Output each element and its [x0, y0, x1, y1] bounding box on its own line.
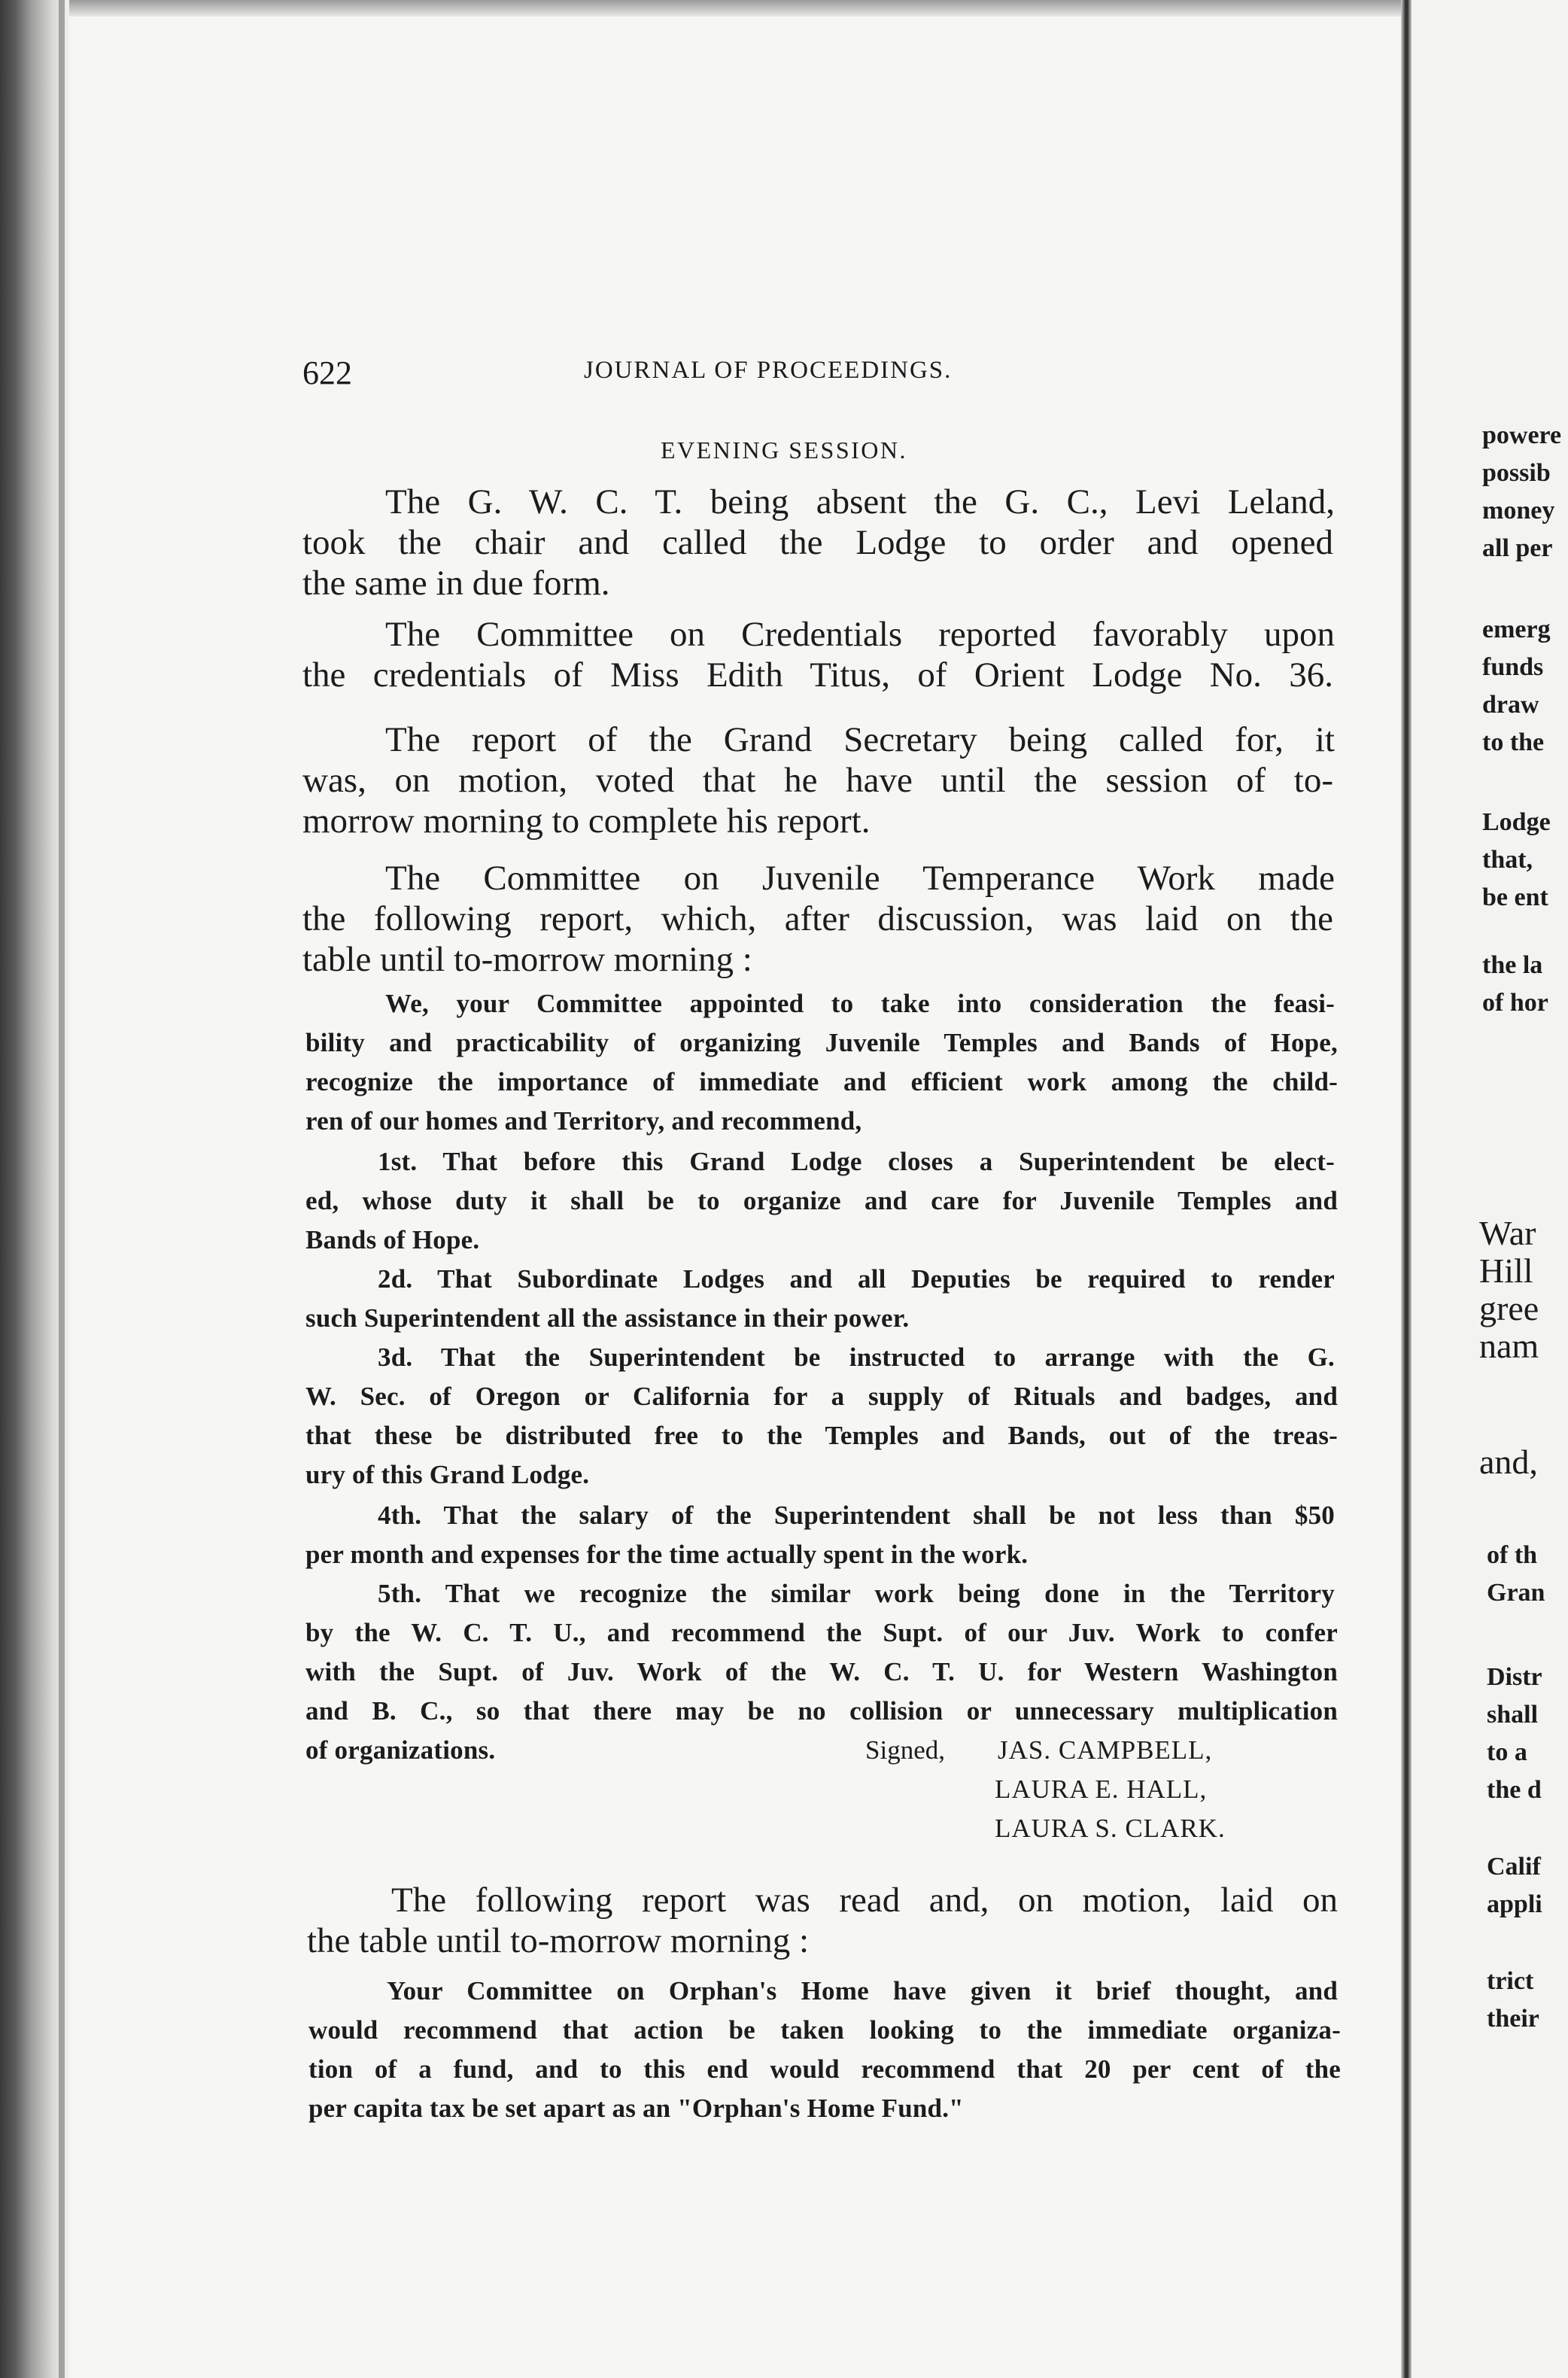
facing-fragment: to a — [1487, 1738, 1527, 1766]
report-line: 5th. That we recognize the similar work being done in the Territory — [378, 1579, 1335, 1608]
facing-fragment: the la — [1482, 951, 1543, 979]
report-line: Bands of Hope. — [305, 1225, 480, 1254]
report-line: 1st. That before this Grand Lodge closes a Superintendent be elect- — [378, 1147, 1335, 1176]
report-line: such Superintendent all the assistance in their power. — [305, 1303, 910, 1333]
signatory: LAURA E. HALL, — [995, 1774, 1208, 1804]
paragraph-line: took the chair and called the Lodge to order and opened — [302, 523, 1333, 562]
report-line: Your Committee on Orphan's Home have given it brief thought, and — [387, 1976, 1338, 2005]
page-number: 622 — [302, 354, 352, 391]
facing-fragment: Gran — [1487, 1579, 1545, 1607]
report-line: We, your Committee appointed to take into consideration the feasi- — [385, 989, 1335, 1018]
report-line: 2d. That Subordinate Lodges and all Deputies be required to render — [378, 1264, 1335, 1294]
report-line: by the W. C. T. U., and recommend the Supt. of our Juv. Work to confer — [305, 1618, 1338, 1647]
report-line: per month and expenses for the time actually spent in the work. — [305, 1540, 1029, 1569]
facing-fragment: of hor — [1482, 989, 1548, 1017]
facing-fragment: Lodge — [1482, 808, 1551, 836]
facing-fragment: powere — [1482, 421, 1562, 449]
report-line: 3d. That the Superintendent be instructed to arrange with the G. — [378, 1343, 1335, 1372]
paragraph-line: the following report, which, after discussion, was laid on the — [302, 899, 1333, 938]
paragraph-line: The Committee on Juvenile Temperance Work made — [385, 859, 1335, 898]
paragraph-line: The Committee on Credentials reported favorably upon — [385, 615, 1335, 654]
facing-fragment: of th — [1487, 1541, 1538, 1569]
report-line: that these be distributed free to the Temples and Bands, out of the treas- — [305, 1421, 1338, 1450]
paragraph-line: table until to-morrow morning : — [302, 940, 752, 979]
facing-fragment: funds — [1482, 653, 1544, 681]
paragraph-line: the table until to-morrow morning : — [307, 1921, 810, 1960]
facing-fragment: emerg — [1482, 616, 1551, 643]
facing-fragment: shall — [1487, 1701, 1539, 1729]
page-top-edge — [69, 0, 1408, 17]
facing-fragment: Distr — [1487, 1663, 1542, 1691]
report-line: and B. C., so that there may be no collision or unnecessary multiplication — [305, 1696, 1338, 1726]
running-title: JOURNAL OF PROCEEDINGS. — [584, 357, 953, 384]
facing-fragment: to the — [1482, 728, 1545, 756]
report-line: would recommend that action be taken looking to the immediate organiza- — [308, 2015, 1341, 2045]
paragraph-line: The G. W. C. T. being absent the G. C., Levi Leland, — [385, 482, 1335, 522]
report-line: ury of this Grand Lodge. — [305, 1460, 590, 1489]
report-line: tion of a fund, and to this end would recommend that 20 per cent of the — [308, 2054, 1341, 2084]
report-line: of organizations. — [305, 1735, 496, 1765]
report-line: bility and practicability of organizing Juvenile Temples and Bands of Hope, — [305, 1028, 1338, 1057]
paragraph-line: the credentials of Miss Edith Titus, of Orient Lodge No. 36. — [302, 655, 1333, 695]
paragraph-line: morrow morning to complete his report. — [302, 801, 871, 841]
session-heading: EVENING SESSION. — [661, 436, 907, 464]
facing-fragment: draw — [1482, 691, 1539, 719]
facing-page — [1412, 0, 1568, 2378]
signatory: JAS. CAMPBELL, — [998, 1735, 1213, 1765]
paragraph-line: was, on motion, voted that he have until the session of to- — [302, 761, 1333, 800]
facing-fragment: all per — [1482, 534, 1553, 562]
report-line: 4th. That the salary of the Superintendent shall be not less than $50 — [378, 1501, 1335, 1530]
facing-fragment: trict — [1487, 1967, 1534, 1995]
facing-fragment-large: and, — [1479, 1443, 1538, 1481]
facing-fragment-large: gree — [1479, 1289, 1539, 1327]
facing-fragment: that, — [1482, 846, 1533, 874]
paragraph-line: The following report was read and, on motion, laid on — [391, 1881, 1338, 1920]
report-line: ren of our homes and Territory, and recommend, — [305, 1106, 862, 1136]
paragraph-line: the same in due form. — [302, 564, 610, 603]
report-line: recognize the importance of immediate and efficient work among the child- — [305, 1067, 1338, 1096]
facing-fragment: Calif — [1487, 1853, 1541, 1881]
report-line: per capita tax be set apart as an "Orphan's Home Fund." — [308, 2094, 964, 2123]
facing-fragment-large: nam — [1479, 1327, 1539, 1365]
facing-fragment-large: Hill — [1479, 1251, 1533, 1290]
report-line: with the Supt. of Juv. Work of the W. C. T. U. for Western Washington — [305, 1657, 1338, 1686]
book-gutter — [1401, 0, 1412, 2378]
facing-fragment-large: War — [1479, 1214, 1536, 1252]
paragraph-line: The report of the Grand Secretary being called for, it — [385, 720, 1335, 759]
facing-fragment: money — [1482, 497, 1555, 525]
facing-fragment: possib — [1482, 459, 1551, 487]
report-line: W. Sec. of Oregon or California for a supply of Rituals and badges, and — [305, 1382, 1338, 1411]
facing-fragment: their — [1487, 2005, 1539, 2033]
facing-fragment: the d — [1487, 1776, 1542, 1804]
facing-fragment: appli — [1487, 1890, 1542, 1918]
signatory: LAURA S. CLARK. — [995, 1814, 1226, 1843]
book-edge-shadow — [0, 0, 69, 2378]
signed-label: Signed, — [865, 1735, 945, 1765]
report-line: ed, whose duty it shall be to organize and care for Juvenile Temples and — [305, 1186, 1338, 1215]
facing-fragment: be ent — [1482, 883, 1548, 911]
